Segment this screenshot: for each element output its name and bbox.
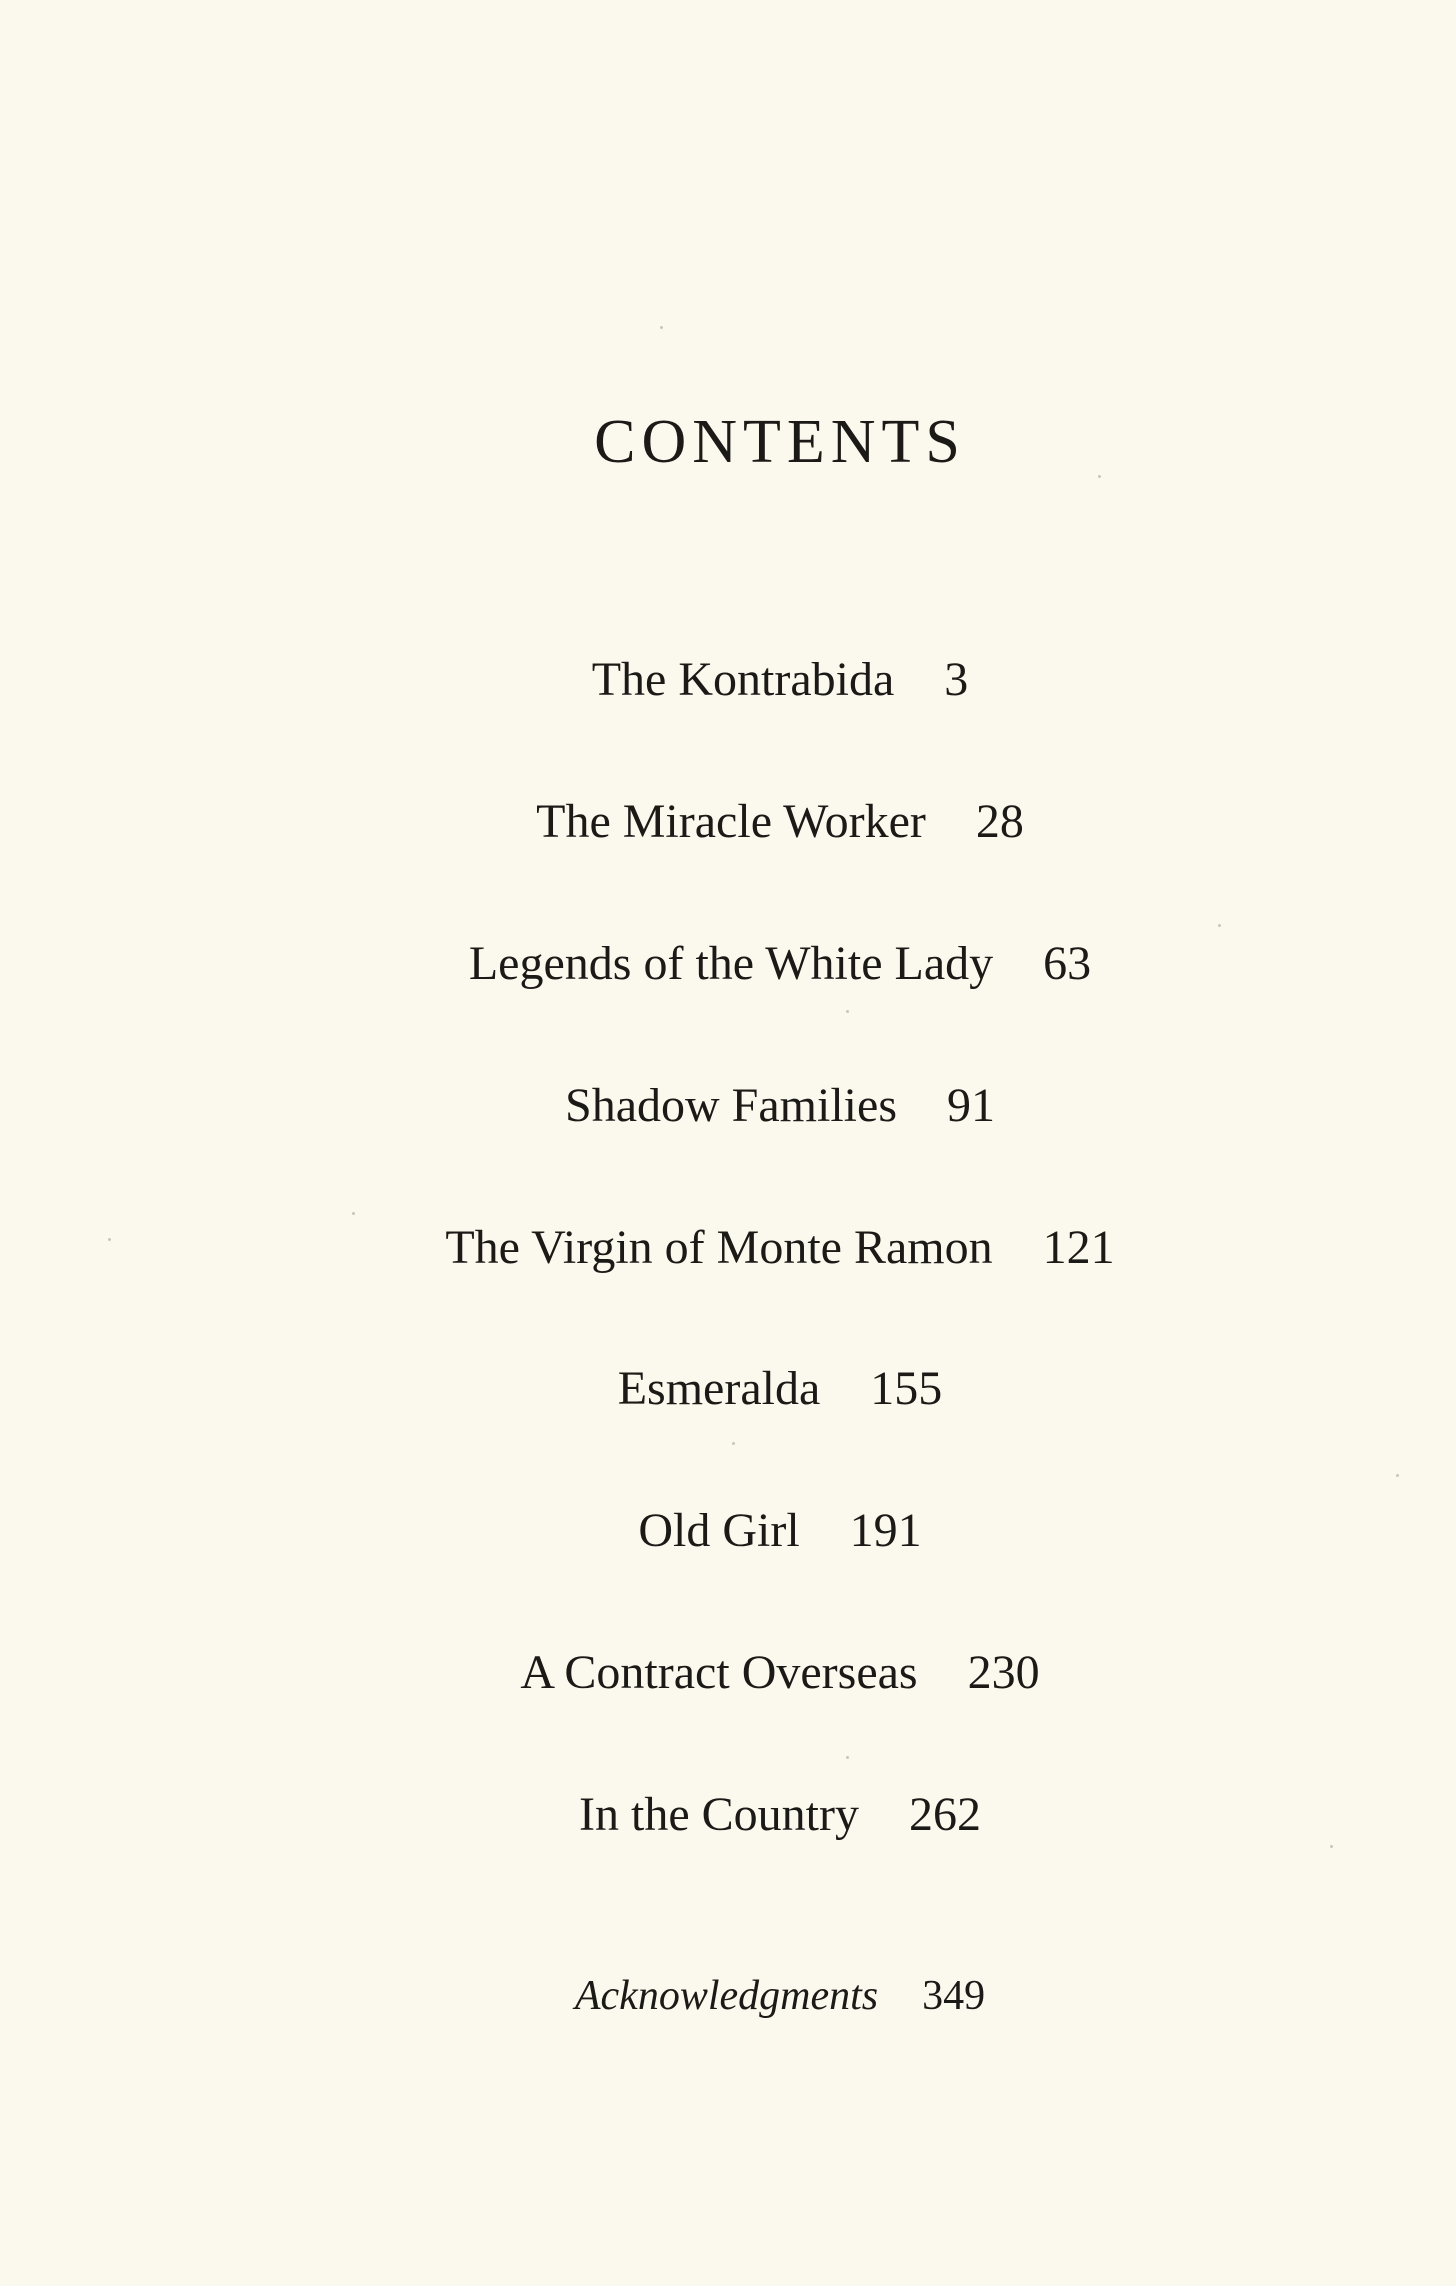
paper-speck bbox=[1330, 1845, 1333, 1848]
toc-entry bbox=[0, 1076, 1456, 1136]
entry-page-number: 3 bbox=[944, 653, 969, 706]
toc-entry bbox=[0, 934, 1456, 994]
toc-entry bbox=[0, 1785, 1456, 1845]
entry-title: The Kontrabida bbox=[591, 653, 895, 706]
contents-heading: CONTENTS bbox=[594, 408, 966, 476]
entry-page-number: 230 bbox=[967, 1646, 1040, 1699]
paper-speck bbox=[352, 1212, 355, 1215]
entry-title: A Contract Overseas bbox=[520, 1646, 918, 1699]
paper-speck bbox=[732, 1442, 735, 1445]
entry-title: Old Girl bbox=[638, 1504, 800, 1557]
paper-speck bbox=[660, 326, 663, 329]
entry-page-number: 28 bbox=[975, 795, 1024, 848]
toc-entry bbox=[0, 1359, 1456, 1419]
entry-title: In the Country bbox=[579, 1788, 859, 1841]
paper-speck bbox=[846, 1756, 849, 1759]
toc-entry bbox=[0, 1643, 1456, 1703]
entry-page-number: 155 bbox=[870, 1362, 943, 1415]
toc-entry bbox=[0, 650, 1456, 710]
paper-speck bbox=[1396, 1474, 1399, 1477]
entry-title: Legends of the White Lady bbox=[468, 937, 994, 990]
entry-title: Shadow Families bbox=[565, 1079, 897, 1132]
entry-page-number: 63 bbox=[1043, 937, 1092, 990]
entry-title: The Miracle Worker bbox=[536, 795, 926, 848]
entry-page-number: 121 bbox=[1042, 1221, 1115, 1274]
toc-entry bbox=[0, 1218, 1456, 1278]
entry-page-number: 262 bbox=[908, 1788, 981, 1841]
toc-entry-acknowledgments bbox=[0, 1966, 1456, 2026]
paper-speck bbox=[108, 1238, 111, 1241]
entry-page-number: 191 bbox=[849, 1504, 922, 1557]
entry-page-number: 91 bbox=[947, 1079, 995, 1132]
entry-title: Acknowledgments bbox=[574, 1973, 879, 2019]
paper-speck bbox=[1098, 475, 1101, 478]
paper-speck bbox=[1218, 924, 1221, 927]
entry-page-number: 349 bbox=[922, 1973, 986, 2019]
toc-entry bbox=[0, 792, 1456, 852]
paper-speck bbox=[846, 1010, 849, 1013]
entry-title: The Virgin of Monte Ramon bbox=[445, 1221, 993, 1274]
toc-entry bbox=[0, 1501, 1456, 1561]
entry-title: Esmeralda bbox=[617, 1362, 821, 1415]
